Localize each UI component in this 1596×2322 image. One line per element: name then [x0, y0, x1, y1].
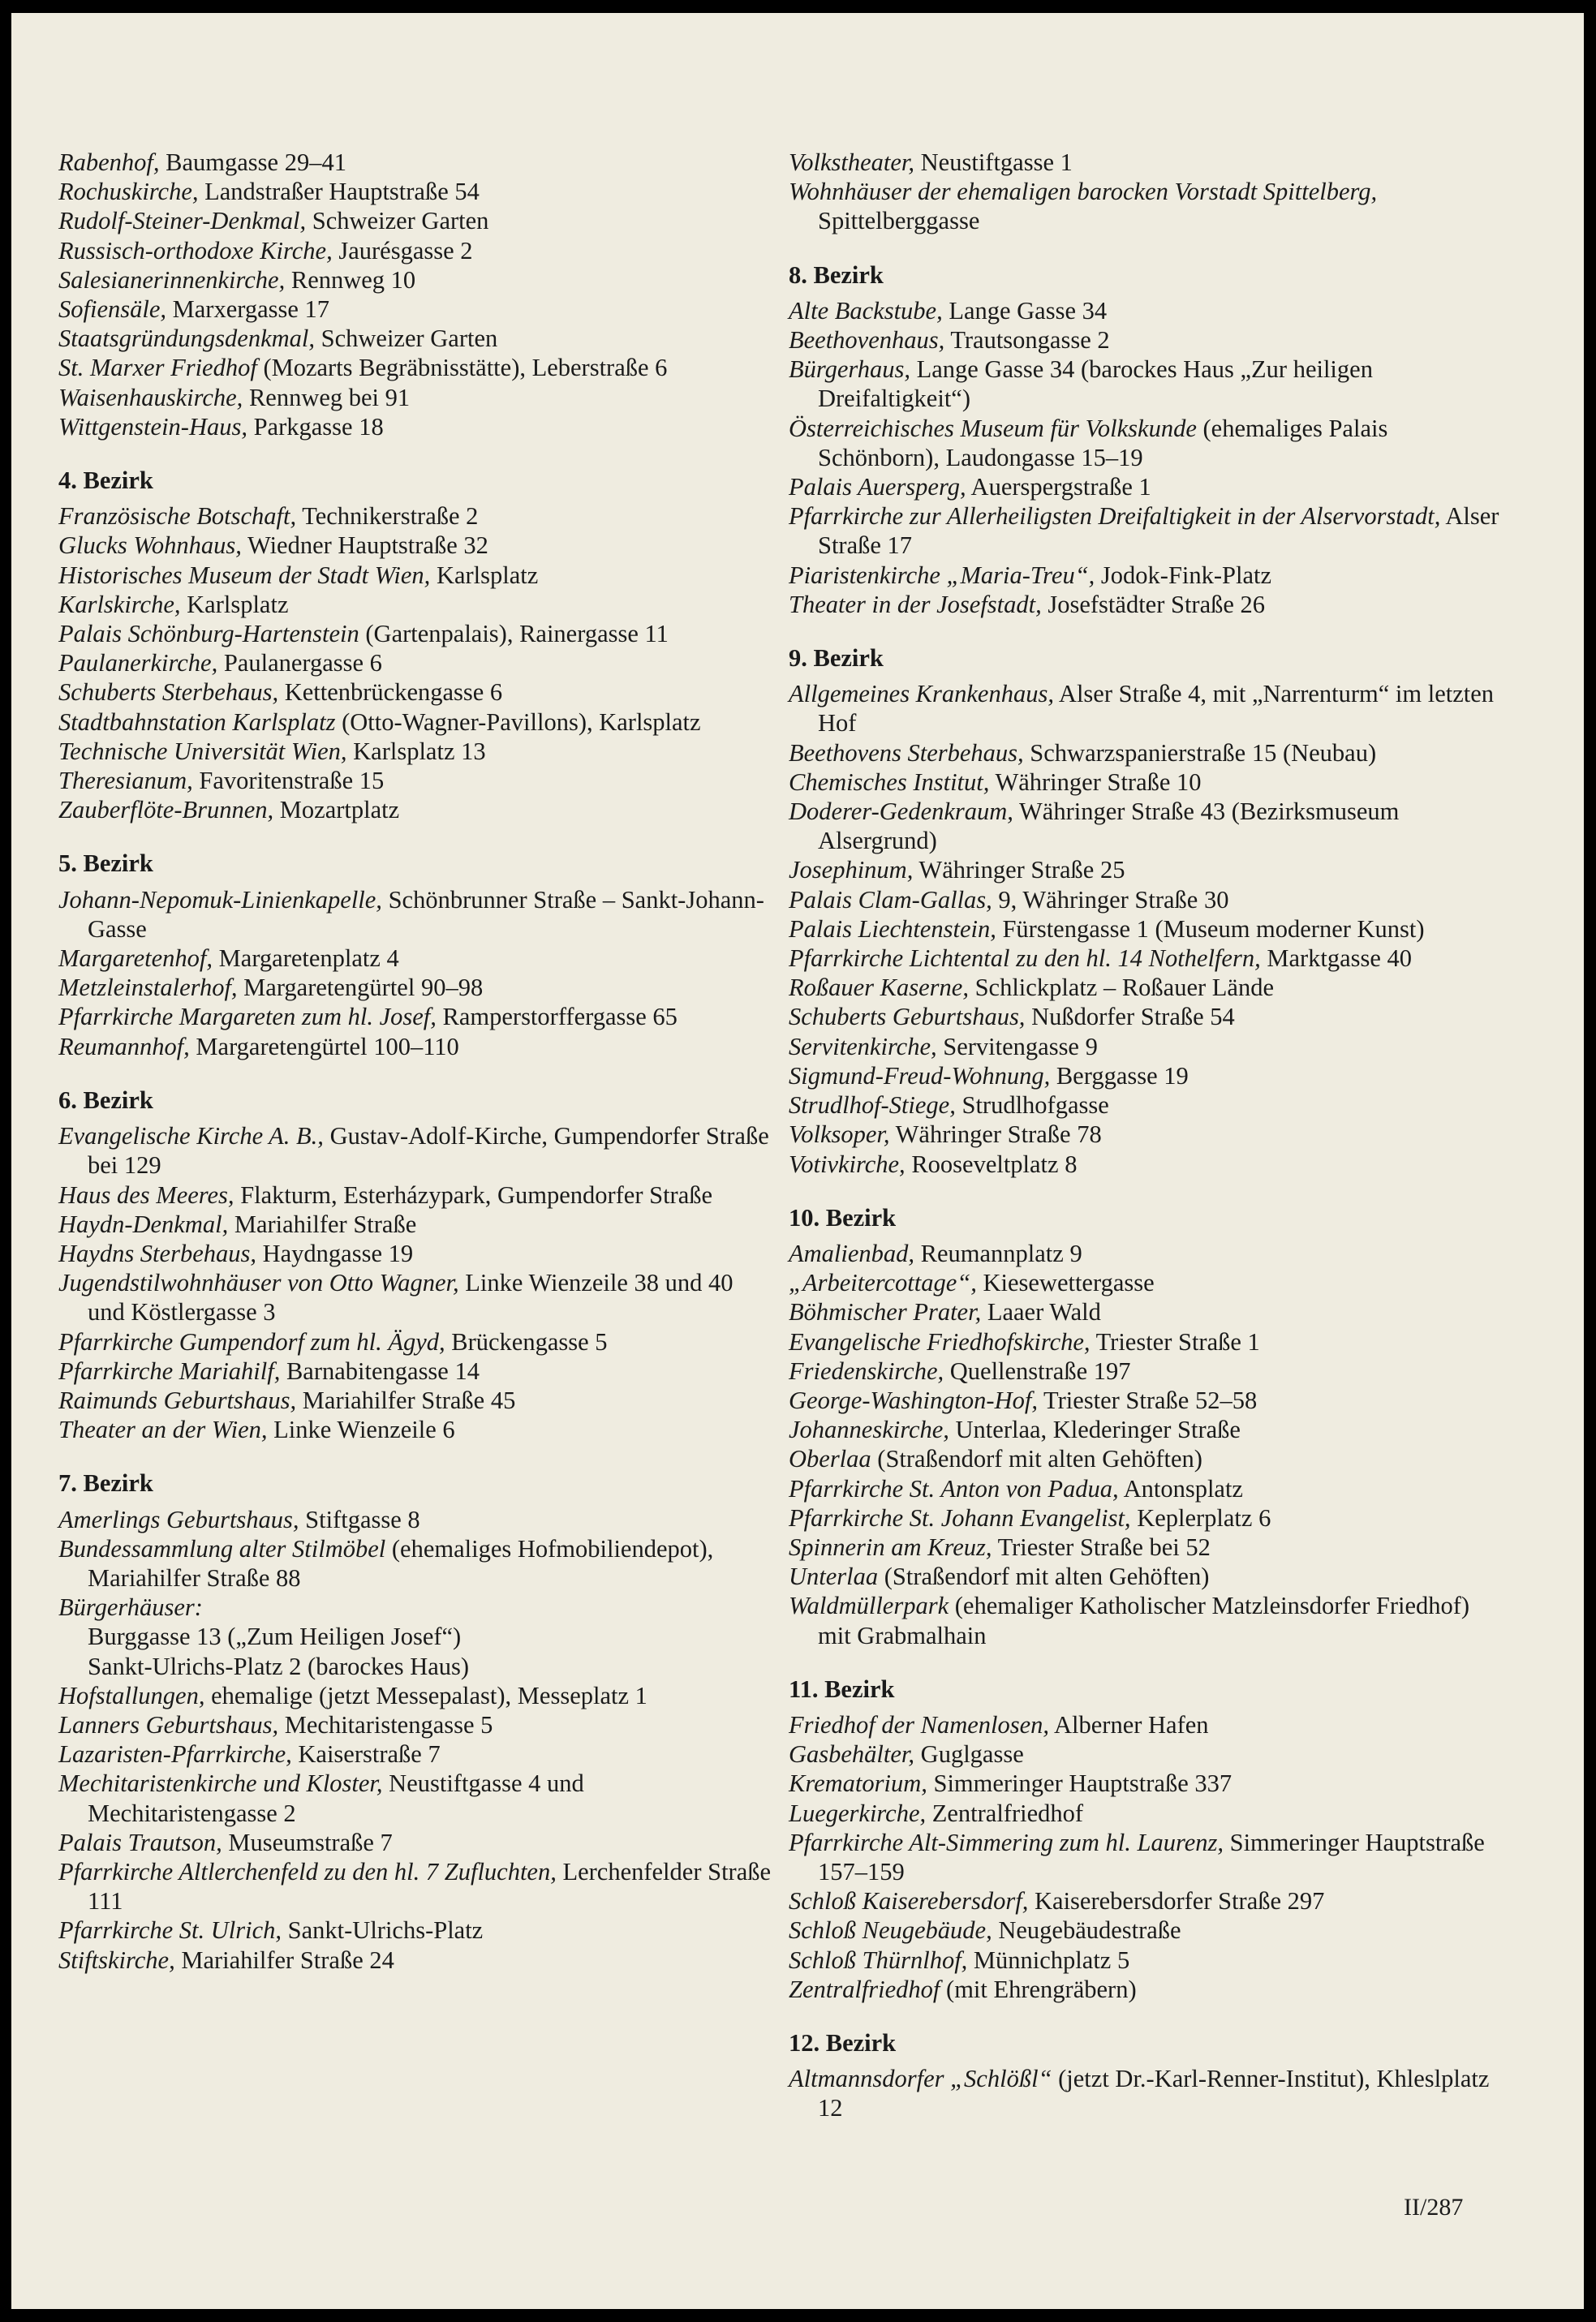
entry-st-marxer-friedhof	[58, 353, 772, 382]
entry-unterlaa	[789, 1562, 1503, 1591]
entry-detail: Technikerstraße 2	[302, 502, 479, 531]
right-column	[789, 148, 1503, 2123]
entry-detail: Kiesewettergasse	[983, 1269, 1155, 1297]
entry-votivkirche	[789, 1150, 1503, 1179]
entry-name: Bundessammlung alter Stilmöbel	[58, 1534, 386, 1563]
entry-bundessammlung-alter-stilmöbel	[58, 1534, 772, 1593]
entry-volksoper	[789, 1120, 1503, 1149]
entry-name: Beethovenhaus,	[789, 326, 945, 355]
entry-name: Waisenhauskirche,	[58, 383, 243, 411]
entry-detail: Marktgasse 40	[1267, 944, 1413, 973]
entry-detail: Stiftgasse 8	[305, 1505, 420, 1533]
entry-detail: Jaurésgasse 2	[338, 236, 473, 264]
entry-detail: (Straßendorf mit alten Gehöften)	[877, 1445, 1202, 1473]
district-heading: 12. Bezirk	[789, 2028, 897, 2057]
entry-detail: Reumannplatz 9	[920, 1239, 1082, 1267]
page-number: II/287	[1404, 2194, 1464, 2221]
entry-haus-des-meeres	[58, 1180, 772, 1210]
entry-detail: (ehemaliges Palais Schönborn), Laudongasse 15–19	[818, 414, 1388, 471]
entry-rochuskirche	[58, 177, 772, 206]
district-heading: 9. Bezirk	[789, 644, 884, 673]
entry-detail: Währinger Straße 43 (Bezirksmuseum Alsergrund)	[818, 798, 1400, 855]
entry-name: Strudlhof-Stiege,	[789, 1091, 956, 1120]
entry-friedhof-der-namenlosen	[789, 1710, 1503, 1739]
entry-detail: Alser Straße 17	[818, 502, 1499, 560]
entry-detail: Währinger Straße 25	[918, 856, 1125, 884]
entry-name: Schuberts Sterbehaus,	[58, 678, 279, 707]
entry-schuberts-geburtshaus	[789, 1002, 1503, 1031]
sub-entry: Burggasse 13 („Zum Heiligen Josef“)	[88, 1623, 462, 1651]
entry-name: Mechitaristenkirche und Kloster,	[58, 1769, 383, 1798]
district-heading: 11. Bezirk	[789, 1675, 895, 1703]
entry-detail: (Gartenpalais), Rainergasse 11	[365, 620, 669, 648]
entry-name: Staatsgründungsdenkmal,	[58, 325, 316, 353]
entry-name: Pfarrkirche Alt-Simmering zum hl. Laurenz,	[789, 1828, 1224, 1856]
entry-name: Schloß Neugebäude,	[789, 1916, 992, 1945]
entry-name: Schloß Thürnlhof,	[789, 1946, 968, 1974]
district-heading: 7. Bezirk	[58, 1469, 153, 1498]
entry-palais-trautson	[58, 1828, 772, 1857]
entry-theresianum	[58, 766, 772, 795]
entry-lanners-geburtshaus	[58, 1710, 772, 1739]
entry-name: Rabenhof,	[58, 148, 160, 176]
entry-detail: Berggasse 19	[1056, 1061, 1189, 1090]
entry-detail: Mozartplatz	[279, 796, 400, 824]
entry-detail: Margaretengürtel 90–98	[243, 974, 484, 1002]
entry-detail: Margaretengürtel 100–110	[196, 1032, 459, 1060]
entry-name: Palais Schönburg-Hartenstein	[58, 620, 359, 648]
entry-theater-an-der-wien	[58, 1415, 772, 1444]
entry-detail: Karlsplatz	[187, 590, 289, 618]
entry-detail: Strudlhofgasse	[961, 1091, 1109, 1120]
entry-detail: Währinger Straße 78	[895, 1120, 1102, 1149]
entry-theater-in-der-josefstadt	[789, 590, 1503, 619]
entry-josephinum	[789, 855, 1503, 884]
district-heading: 6. Bezirk	[58, 1086, 153, 1114]
entry-altmannsdorfer-schlößl	[789, 2064, 1503, 2122]
entry-detail: Fürstengasse 1 (Museum moderner Kunst)	[1002, 914, 1425, 943]
entry-name: Gasbehälter,	[789, 1740, 915, 1769]
entry-detail: Auerspergstraße 1	[970, 473, 1151, 501]
sub-entry: Sankt-Ulrichs-Platz 2 (barockes Haus)	[88, 1652, 470, 1680]
entry-name: Theater an der Wien,	[58, 1416, 268, 1444]
entry-detail: Lerchenfelder Straße 111	[88, 1857, 772, 1916]
entry-detail: Kaiserstraße 7	[298, 1740, 441, 1769]
entry-name: Pfarrkirche Gumpendorf zum hl. Ägyd,	[58, 1327, 445, 1356]
entry-name: Bürgerhäuser:	[58, 1593, 203, 1622]
entry-johanneskirche	[789, 1415, 1503, 1444]
entry-piaristenkirche-maria-treu	[789, 561, 1503, 590]
entry-name: Karlskirche,	[58, 590, 181, 618]
entry-name: Pfarrkirche Altlerchenfeld zu den hl. 7 Zufluchten,	[58, 1857, 557, 1886]
entry-historisches-museum-der-stadt-wien	[58, 561, 772, 590]
entry-detail: Linke Wienzeile 38 und 40 und Köstlergasse 3	[88, 1269, 733, 1327]
entry-pfarrkirche-lichtental-zu-den-hl-14-noth	[789, 944, 1503, 973]
entry-name: Haus des Meeres,	[58, 1180, 234, 1209]
entry-staatsgründungsdenkmal	[58, 324, 772, 353]
entry-paulanerkirche	[58, 648, 772, 677]
entry-name: Rochuskirche,	[58, 178, 199, 206]
entry-name: Oberlaa	[789, 1445, 871, 1473]
entry-detail: Haydngasse 19	[262, 1239, 414, 1267]
entry-detail: Rennweg bei 91	[248, 383, 411, 411]
entry-name: Hofstallungen,	[58, 1681, 205, 1709]
entry-name: Evangelische Friedhofskirche,	[789, 1327, 1091, 1356]
entry-detail: Münnichplatz 5	[973, 1946, 1130, 1974]
entry-name: Sigmund-Freud-Wohnung,	[789, 1061, 1051, 1090]
entry-name: Rudolf-Steiner-Denkmal,	[58, 207, 307, 235]
entry-name: Metzleinstalerhof,	[58, 974, 238, 1002]
entry-karlskirche	[58, 590, 772, 619]
entry-pfarrkirche-margareten-zum-hl-josef	[58, 1002, 772, 1031]
entry-detail: Lange Gasse 34	[949, 296, 1108, 325]
entry-raimunds-geburtshaus	[58, 1386, 772, 1415]
entry-name: Piaristenkirche „Maria-Treu“,	[789, 561, 1095, 589]
entry-detail: Spittelberggasse	[818, 207, 980, 235]
entry-palais-clam-gallas	[789, 885, 1503, 914]
entry-detail: (mit Ehrengräbern)	[946, 1975, 1137, 2003]
entry-detail: Simmeringer Hauptstraße 157–159	[818, 1828, 1485, 1886]
entry-österreichisches-museum-für-volkskunde	[789, 414, 1503, 472]
entry-böhmischer-prater	[789, 1297, 1503, 1327]
entry-detail: Gustav-Adolf-Kirche, Gumpendorfer Straße bei 129	[88, 1122, 769, 1180]
entry-detail: Alberner Hafen	[1054, 1710, 1209, 1739]
entry-detail: Sankt-Ulrichs-Platz	[287, 1916, 484, 1945]
entry-russisch-orthodoxe-kirche	[58, 236, 772, 265]
entry-name: Altmannsdorfer „Schlößl“	[789, 2065, 1052, 2093]
entry-name: Johanneskirche,	[789, 1416, 949, 1444]
entry-rabenhof	[58, 148, 772, 177]
entry-name: Sofiensäle,	[58, 295, 166, 324]
entry-name: Theresianum,	[58, 767, 193, 795]
entry-name: Bürgerhaus,	[789, 355, 910, 384]
entry-detail: Karlsplatz 13	[353, 737, 486, 765]
entry-pfarrkirche-mariahilf	[58, 1357, 772, 1386]
entry-detail: Guglgasse	[920, 1740, 1024, 1769]
entry-haydns-sterbehaus	[58, 1239, 772, 1268]
entry-name: Doderer-Gedenkraum,	[789, 798, 1013, 826]
entry-waisenhauskirche	[58, 383, 772, 412]
entry-pfarrkirche-st-ulrich	[58, 1916, 772, 1945]
district-heading: 8. Bezirk	[789, 260, 884, 289]
entry-name: Theater in der Josefstadt,	[789, 590, 1042, 618]
entry-detail: Favoritenstraße 15	[199, 767, 385, 795]
entry-wohnhäuser-der-ehemaligen-barocken-vorst	[789, 177, 1503, 235]
entry-name: Volksoper,	[789, 1120, 890, 1149]
entry-pfarrkirche-st-anton-von-padua	[789, 1474, 1503, 1503]
entry-detail: Quellenstraße 197	[949, 1357, 1131, 1385]
entry-volkstheater	[789, 148, 1503, 177]
entry-detail: Karlsplatz	[436, 561, 539, 589]
entry-name: Raimunds Geburtshaus,	[58, 1386, 297, 1414]
entry-beethovenhaus	[789, 325, 1503, 355]
entry-stiftskirche	[58, 1946, 772, 1975]
entry-detail: Lange Gasse 34 (barockes Haus „Zur heiligen Dreifaltigkeit“)	[818, 355, 1373, 413]
entry-name: Stiftskirche,	[58, 1946, 175, 1974]
entry-detail: Neustiftgasse 4 und Mechitaristengasse 2	[88, 1769, 584, 1827]
entry-name: Pfarrkirche St. Ulrich,	[58, 1916, 282, 1945]
entry-zauberflöte-brunnen	[58, 795, 772, 824]
entry-detail: Unterlaa, Klederinger Straße	[955, 1416, 1241, 1444]
entry-detail: Triester Straße 52–58	[1043, 1386, 1258, 1414]
entry-detail: Margaretenplatz 4	[218, 944, 399, 973]
entry-wittgenstein-haus	[58, 412, 772, 441]
entry-pfarrkirche-alt-simmering-zum-hl-laurenz	[789, 1828, 1503, 1886]
entry-luegerkirche	[789, 1799, 1503, 1828]
entry-waldmüllerpark	[789, 1591, 1503, 1649]
entry-mechitaristenkirche-und-kloster	[58, 1769, 772, 1827]
entry-name: Wittgenstein-Haus,	[58, 412, 247, 441]
entry-pfarrkirche-altlerchenfeld-zu-den-hl-7-z	[58, 1857, 772, 1916]
entry-name: St. Marxer Friedhof	[58, 354, 257, 382]
entry-name: Zentralfriedhof	[789, 1975, 940, 2003]
entry-detail: Flakturm, Esterházypark, Gumpendorfer Straße	[240, 1180, 713, 1209]
entry-detail: Ramperstorffergasse 65	[442, 1003, 678, 1031]
entry-bürgerhäuser	[58, 1593, 772, 1622]
district-heading: 10. Bezirk	[789, 1203, 897, 1232]
entry-reumannhof	[58, 1032, 772, 1061]
entry-detail: Josefstädter Straße 26	[1048, 590, 1266, 618]
entry-name: Johann-Nepomuk-Linienkapelle,	[58, 885, 382, 914]
entry-rudolf-steiner-denkmal	[58, 206, 772, 235]
entry-detail: Rennweg 10	[290, 265, 416, 294]
entry-name: Pfarrkirche Lichtental zu den hl. 14 Nothelfern,	[789, 944, 1261, 973]
entry-name: Waldmüllerpark	[789, 1592, 949, 1620]
entry-name: Palais Liechtenstein,	[789, 914, 996, 943]
entry-detail: Mariahilfer Straße	[234, 1210, 417, 1238]
entry-detail: Alser Straße 4, mit „Narrenturm“ im letzten Hof	[818, 680, 1495, 737]
entry-detail: Wiedner Hauptstraße 32	[247, 531, 488, 560]
entry-französische-botschaft	[58, 501, 772, 531]
page	[11, 13, 1584, 2309]
left-column	[58, 148, 772, 1975]
entry-gasbehälter	[789, 1739, 1503, 1769]
entry-name: Votivkirche,	[789, 1150, 906, 1178]
entry-detail: 9, Währinger Straße 30	[998, 885, 1229, 914]
entry-detail: Triester Straße bei 52	[997, 1533, 1211, 1561]
entry-schuberts-sterbehaus	[58, 677, 772, 707]
entry-metzleinstalerhof	[58, 973, 772, 1002]
entry-name: Palais Clam-Gallas,	[789, 885, 992, 914]
entry-name: Servitenkirche,	[789, 1032, 937, 1060]
entry-friedenskirche	[789, 1357, 1503, 1386]
entry-detail: (Straßendorf mit alten Gehöften)	[884, 1563, 1210, 1591]
entry-name: George-Washington-Hof,	[789, 1386, 1038, 1414]
entry-lazaristen-pfarrkirche	[58, 1739, 772, 1769]
entry-detail: Museumstraße 7	[228, 1828, 393, 1856]
entry-name: Friedenskirche,	[789, 1357, 944, 1385]
entry-detail: (ehemaliger Katholischer Matzleinsdorfer Friedhof) mit Grabmalhain	[818, 1592, 1470, 1649]
entry-detail: Neugebäudestraße	[998, 1916, 1181, 1945]
entry-name: Österreichisches Museum für Volkskunde	[789, 414, 1197, 442]
entry-detail: Kaiserebersdorfer Straße 297	[1035, 1887, 1325, 1916]
entry-name: Palais Trautson,	[58, 1828, 222, 1856]
entry-name: Lazaristen-Pfarrkirche,	[58, 1740, 292, 1769]
entry-pfarrkirche-zur-allerheiligsten-dreifalt	[789, 501, 1503, 560]
entry-detail: Parkgasse 18	[253, 412, 384, 441]
entry-beethovens-sterbehaus	[789, 738, 1503, 768]
entry-glucks-wohnhaus	[58, 531, 772, 560]
entry-detail: Mariahilfer Straße 45	[302, 1386, 516, 1414]
entry-name: Margaretenhof,	[58, 944, 213, 973]
entry-name: Pfarrkirche Margareten zum hl. Josef,	[58, 1003, 437, 1031]
entry-name: Evangelische Kirche A. B.,	[58, 1122, 324, 1150]
entry-name: Amerlings Geburtshaus,	[58, 1505, 299, 1533]
entry-schloß-neugebäude	[789, 1916, 1503, 1945]
entry-allgemeines-krankenhaus	[789, 679, 1503, 737]
entry-name: Spinnerin am Kreuz,	[789, 1533, 992, 1561]
entry-name: Pfarrkirche St. Johann Evangelist,	[789, 1503, 1131, 1532]
entry-palais-auersperg	[789, 472, 1503, 501]
entry-name: Lanners Geburtshaus,	[58, 1710, 279, 1739]
entry-name: Glucks Wohnhaus,	[58, 531, 242, 560]
entry-name: Palais Auersperg,	[789, 473, 966, 501]
entry-name: Haydns Sterbehaus,	[58, 1239, 256, 1267]
entry-chemisches-institut	[789, 768, 1503, 797]
entry-name: Haydn-Denkmal,	[58, 1210, 229, 1238]
entry-name: Böhmischer Prater,	[789, 1298, 982, 1327]
entry-detail: (jetzt Dr.-Karl-Renner-Institut), Khleslplatz 12	[818, 2065, 1490, 2122]
entry-salesianerinnenkirche	[58, 265, 772, 295]
entry-name: Historisches Museum der Stadt Wien,	[58, 561, 431, 589]
entry-detail: Keplerplatz 6	[1137, 1503, 1271, 1532]
entry-name: Friedhof der Namenlosen,	[789, 1710, 1050, 1739]
entry-name: Josephinum,	[789, 856, 914, 884]
entry-name: Amalienbad,	[789, 1239, 915, 1267]
entry-sofiensäle	[58, 295, 772, 324]
entry-strudlhof-stiege	[789, 1090, 1503, 1120]
entry-name: Französische Botschaft,	[58, 502, 297, 531]
entry-amalienbad	[789, 1239, 1503, 1268]
entry-pfarrkirche-st-johann-evangelist	[789, 1503, 1503, 1533]
entry-johann-nepomuk-linienkapelle	[58, 885, 772, 944]
entry-name: Beethovens Sterbehaus,	[789, 738, 1024, 767]
entry-roßauer-kaserne	[789, 973, 1503, 1002]
entry-name: Allgemeines Krankenhaus,	[789, 680, 1054, 708]
entry-schloß-thürnlhof	[789, 1946, 1503, 1975]
entry-detail: Neustiftgasse 1	[920, 148, 1073, 176]
entry-name: Luegerkirche,	[789, 1799, 927, 1827]
entry-name: Zauberflöte-Brunnen,	[58, 796, 274, 824]
entry-detail: Antonsplatz	[1123, 1474, 1243, 1503]
entry-alte-backstube	[789, 296, 1503, 325]
entry-detail: Kettenbrückengasse 6	[284, 678, 503, 707]
entry-name: Chemisches Institut,	[789, 768, 990, 796]
entry-name: Schloß Kaiserebersdorf,	[789, 1887, 1029, 1916]
entry-detail: Schweizer Garten	[320, 325, 498, 353]
entry-name: Unterlaa	[789, 1563, 879, 1591]
entry-detail: Marxergasse 17	[172, 295, 330, 324]
entry-detail: Trautsongasse 2	[950, 326, 1110, 355]
entry-detail: Schweizer Garten	[312, 207, 489, 235]
entry-detail: Brückengasse 5	[451, 1327, 608, 1356]
entry-detail: Rooseveltplatz 8	[911, 1150, 1078, 1178]
district-heading: 5. Bezirk	[58, 849, 153, 878]
entry-name: Pfarrkirche St. Anton von Padua,	[789, 1474, 1119, 1503]
entry-detail: (ehemaliges Hofmobiliendepot), Mariahilfer Straße 88	[88, 1534, 714, 1592]
entry-bürgerhaus	[789, 355, 1503, 413]
entry-george-washington-hof	[789, 1386, 1503, 1415]
entry-palais-schönburg-hartenstein	[58, 619, 772, 648]
entry-name: Technische Universität Wien,	[58, 737, 347, 765]
entry-detail: Laaer Wald	[987, 1298, 1101, 1327]
entry-detail: Zentralfriedhof	[931, 1799, 1084, 1827]
entry-detail: Mariahilfer Straße 24	[181, 1946, 394, 1974]
entry-doderer-gedenkraum	[789, 797, 1503, 855]
entry-technische-universität-wien	[58, 737, 772, 766]
entry-detail: Landstraßer Hauptstraße 54	[204, 178, 480, 206]
entry-detail: Währinger Straße 10	[995, 768, 1202, 796]
entry-name: Stadtbahnstation Karlsplatz	[58, 707, 336, 736]
entry-pfarrkirche-gumpendorf-zum-hl-ägyd	[58, 1327, 772, 1357]
entry-arbeitercottage	[789, 1268, 1503, 1297]
entry-zentralfriedhof	[789, 1975, 1503, 2004]
entry-name: Paulanerkirche,	[58, 649, 218, 677]
entry-detail: Linke Wienzeile 6	[273, 1416, 455, 1444]
entry-name: Wohnhäuser der ehemaligen barocken Vorstadt Spittelberg,	[789, 178, 1378, 206]
entry-name: Roßauer Kaserne,	[789, 974, 969, 1002]
entry-detail: ehemalige (jetzt Messepalast), Messeplatz 1	[211, 1681, 647, 1709]
entry-hofstallungen	[58, 1681, 772, 1710]
entry-servitenkirche	[789, 1032, 1503, 1061]
entry-detail: Jodok-Fink-Platz	[1100, 561, 1272, 589]
entry-sigmund-freud-wohnung	[789, 1061, 1503, 1090]
entry-name: Schuberts Geburtshaus,	[789, 1003, 1026, 1031]
entry-amerlings-geburtshaus	[58, 1505, 772, 1534]
entry-stadtbahnstation-karlsplatz	[58, 707, 772, 737]
entry-name: Pfarrkirche zur Allerheiligsten Dreifaltigkeit in der Alservorstadt,	[789, 502, 1441, 531]
entry-palais-liechtenstein	[789, 914, 1503, 944]
entry-haydn-denkmal	[58, 1210, 772, 1239]
entry-detail: Triester Straße 1	[1095, 1327, 1260, 1356]
entry-detail: Barnabitengasse 14	[286, 1357, 480, 1385]
entry-detail: (Mozarts Begräbnisstätte), Leberstraße 6	[263, 354, 668, 382]
entry-detail: (Otto-Wagner-Pavillons), Karlsplatz	[342, 707, 701, 736]
entry-jugendstilwohnhäuser-von-otto-wagner	[58, 1268, 772, 1327]
entry-oberlaa	[789, 1444, 1503, 1473]
entry-name: „Arbeitercottage“,	[789, 1269, 977, 1297]
entry-name: Jugendstilwohnhäuser von Otto Wagner,	[58, 1269, 459, 1297]
entry-detail: Mechitaristengasse 5	[284, 1710, 493, 1739]
entry-name: Reumannhof,	[58, 1032, 190, 1060]
entry-spinnerin-am-kreuz	[789, 1533, 1503, 1562]
entry-evangelische-kirche-a-b	[58, 1121, 772, 1180]
entry-schloß-kaiserebersdorf	[789, 1886, 1503, 1916]
district-heading: 4. Bezirk	[58, 467, 153, 495]
entry-detail: Schönbrunner Straße – Sankt-Johann-Gasse	[88, 885, 764, 943]
entry-margaretenhof	[58, 944, 772, 973]
entry-detail: Paulanergasse 6	[223, 649, 382, 677]
entry-name: Alte Backstube,	[789, 296, 943, 325]
entry-detail: Schwarzspanierstraße 15 (Neubau)	[1030, 738, 1377, 767]
entry-krematorium	[789, 1769, 1503, 1798]
entry-name: Krematorium,	[789, 1769, 927, 1798]
entry-name: Volkstheater,	[789, 148, 915, 176]
entry-evangelische-friedhofskirche	[789, 1327, 1503, 1357]
entry-name: Salesianerinnenkirche,	[58, 265, 286, 294]
entry-name: Russisch-orthodoxe Kirche,	[58, 236, 333, 264]
entry-name: Pfarrkirche Mariahilf,	[58, 1357, 281, 1385]
entry-detail: Nußdorfer Straße 54	[1031, 1003, 1235, 1031]
entry-detail: Servitengasse 9	[943, 1032, 1098, 1060]
entry-detail: Simmeringer Hauptstraße 337	[933, 1769, 1232, 1798]
entry-detail: Baumgasse 29–41	[166, 148, 346, 176]
entry-detail: Schlickplatz – Roßauer Lände	[974, 974, 1274, 1002]
